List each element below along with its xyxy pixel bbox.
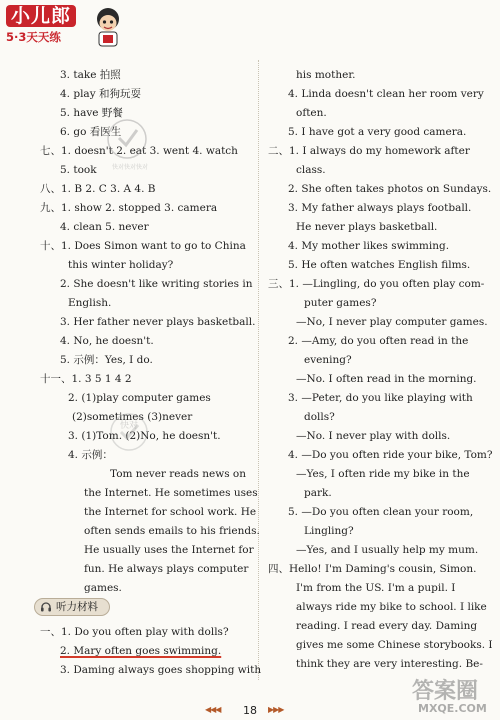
answer-line: often sends emails to his friends. bbox=[84, 525, 260, 537]
answer-line: 3. My father always plays football. bbox=[288, 202, 472, 214]
answer-line: fun. He always plays computer bbox=[84, 563, 249, 575]
answer-line: I'm from the US. I'm a pupil. I bbox=[296, 582, 456, 594]
answer-line: 5. —Do you often clean your room, bbox=[288, 506, 474, 518]
answer-line: 七、1. doesn't 2. eat 3. went 4. watch bbox=[40, 145, 238, 157]
answer-line: 三、1. —Lingling, do you often play com- bbox=[268, 278, 485, 290]
watermark-stamp-2-icon bbox=[104, 410, 154, 454]
answer-line: 2. She often takes photos on Sundays. bbox=[288, 183, 492, 195]
answer-line: 4. My mother likes swimming. bbox=[288, 240, 450, 252]
answer-line: the Internet for school work. He bbox=[84, 506, 257, 518]
answer-line: He never plays basketball. bbox=[296, 221, 438, 233]
answer-line: 4. clean 5. never bbox=[60, 221, 149, 233]
answer-line: —Yes, I often ride my bike in the bbox=[296, 468, 470, 480]
answer-line: park. bbox=[304, 487, 332, 499]
answer-line: 5. 示例：Yes, I do. bbox=[60, 354, 153, 366]
answer-line: games. bbox=[84, 582, 122, 594]
page-header bbox=[0, 0, 500, 52]
answer-line: 一、1. Do you often play with dolls? bbox=[40, 626, 229, 638]
answer-line: 2. She doesn't like writing stories in bbox=[60, 278, 253, 290]
answer-line: Tom never reads news on bbox=[110, 468, 246, 480]
answer-line: class. bbox=[296, 164, 326, 176]
answer-line: 4. —Do you often ride your bike, Tom? bbox=[288, 449, 493, 461]
answer-line: his mother. bbox=[296, 69, 356, 81]
answer-line: —No. I often read in the morning. bbox=[296, 373, 477, 385]
answer-line: 3. Her father never plays basketball. bbox=[60, 316, 256, 328]
answer-line: the Internet. He sometimes uses bbox=[84, 487, 258, 499]
answer-line: —Yes, and I usually help my mum. bbox=[296, 544, 479, 556]
mascot-icon bbox=[92, 5, 124, 49]
answer-line: 四、Hello! I'm Daming's cousin, Simon. bbox=[268, 563, 477, 575]
answer-line: 3. Daming always goes shopping with bbox=[60, 664, 262, 676]
answer-line: 4. 示例： bbox=[68, 449, 113, 461]
answer-line: 4. Linda doesn't clean her room very bbox=[288, 88, 484, 100]
answer-line: gives me some Chinese storybooks. I bbox=[296, 639, 493, 651]
answer-line: —No, I never play computer games. bbox=[296, 316, 488, 328]
answer-line: often. bbox=[296, 107, 327, 119]
listening-materials-label: 听力材料 bbox=[56, 601, 98, 613]
answer-line: dolls? bbox=[304, 411, 335, 423]
answer-line: He usually uses the Internet for bbox=[84, 544, 254, 556]
corner-watermark bbox=[404, 670, 498, 718]
answer-line: (2)sometimes (3)never bbox=[72, 411, 193, 423]
page-number: 18 bbox=[243, 704, 257, 717]
answer-line: always ride my bike to school. I like bbox=[296, 601, 487, 613]
logo-title: 小儿郎 bbox=[6, 5, 76, 27]
answer-line: 4. play 和狗玩耍 bbox=[60, 88, 141, 100]
left-arrows-icon: ◀◀◀ bbox=[205, 705, 221, 714]
answer-line: English. bbox=[68, 297, 112, 309]
corner-watermark-url: MXQE.COM bbox=[418, 702, 487, 715]
answer-line: 5. took bbox=[60, 164, 97, 176]
answer-line: 二、1. I always do my homework after bbox=[268, 145, 470, 157]
answer-line: reading. I read every day. Daming bbox=[296, 620, 478, 632]
answer-line: think they are very interesting. Be- bbox=[296, 658, 483, 670]
answer-line: 2. (1)play computer games bbox=[68, 392, 211, 404]
watermark-text-2: 快对 bbox=[120, 421, 139, 431]
answer-line: 八、1. B 2. C 3. A 4. B bbox=[40, 183, 156, 195]
answer-line: 十、1. Does Simon want to go to China bbox=[40, 240, 246, 252]
answer-line: 3. take 拍照 bbox=[60, 69, 121, 81]
answer-line: 5. I have got a very good camera. bbox=[288, 126, 467, 138]
answer-line: 2. —Amy, do you often read in the bbox=[288, 335, 469, 347]
listening-materials-badge bbox=[34, 598, 110, 616]
answer-line: 2. Mary often goes swimming. bbox=[60, 645, 222, 657]
answer-line: 5. have 野餐 bbox=[60, 107, 123, 119]
answer-line: Lingling? bbox=[304, 525, 354, 537]
watermark-text: 快对快对快对 bbox=[112, 164, 149, 171]
answer-line: puter games? bbox=[304, 297, 377, 309]
watermark-stamp-icon bbox=[104, 116, 150, 162]
logo-subtitle: 5·3天天练 bbox=[6, 30, 61, 44]
column-divider bbox=[258, 60, 259, 680]
answer-line: 十一、1. 3 5 1 4 2 bbox=[40, 373, 132, 385]
corner-watermark-title: 答案圈 bbox=[412, 679, 479, 704]
answer-line: —No. I never play with dolls. bbox=[296, 430, 451, 442]
answer-line: 3. (1)Tom. (2)No, he doesn't. bbox=[68, 430, 221, 442]
answer-line: 4. No, he doesn't. bbox=[60, 335, 154, 347]
answer-line: this winter holiday? bbox=[68, 259, 174, 271]
answer-line: 九、1. show 2. stopped 3. camera bbox=[40, 202, 218, 214]
right-arrows-icon: ▶▶▶ bbox=[268, 705, 284, 714]
answer-line: evening? bbox=[304, 354, 352, 366]
headphones-icon bbox=[40, 601, 52, 613]
book-logo bbox=[4, 4, 122, 48]
answer-line: 6. go 看医生 bbox=[60, 126, 122, 138]
answer-line: 5. He often watches English films. bbox=[288, 259, 471, 271]
answer-line: 3. —Peter, do you like playing with bbox=[288, 392, 473, 404]
